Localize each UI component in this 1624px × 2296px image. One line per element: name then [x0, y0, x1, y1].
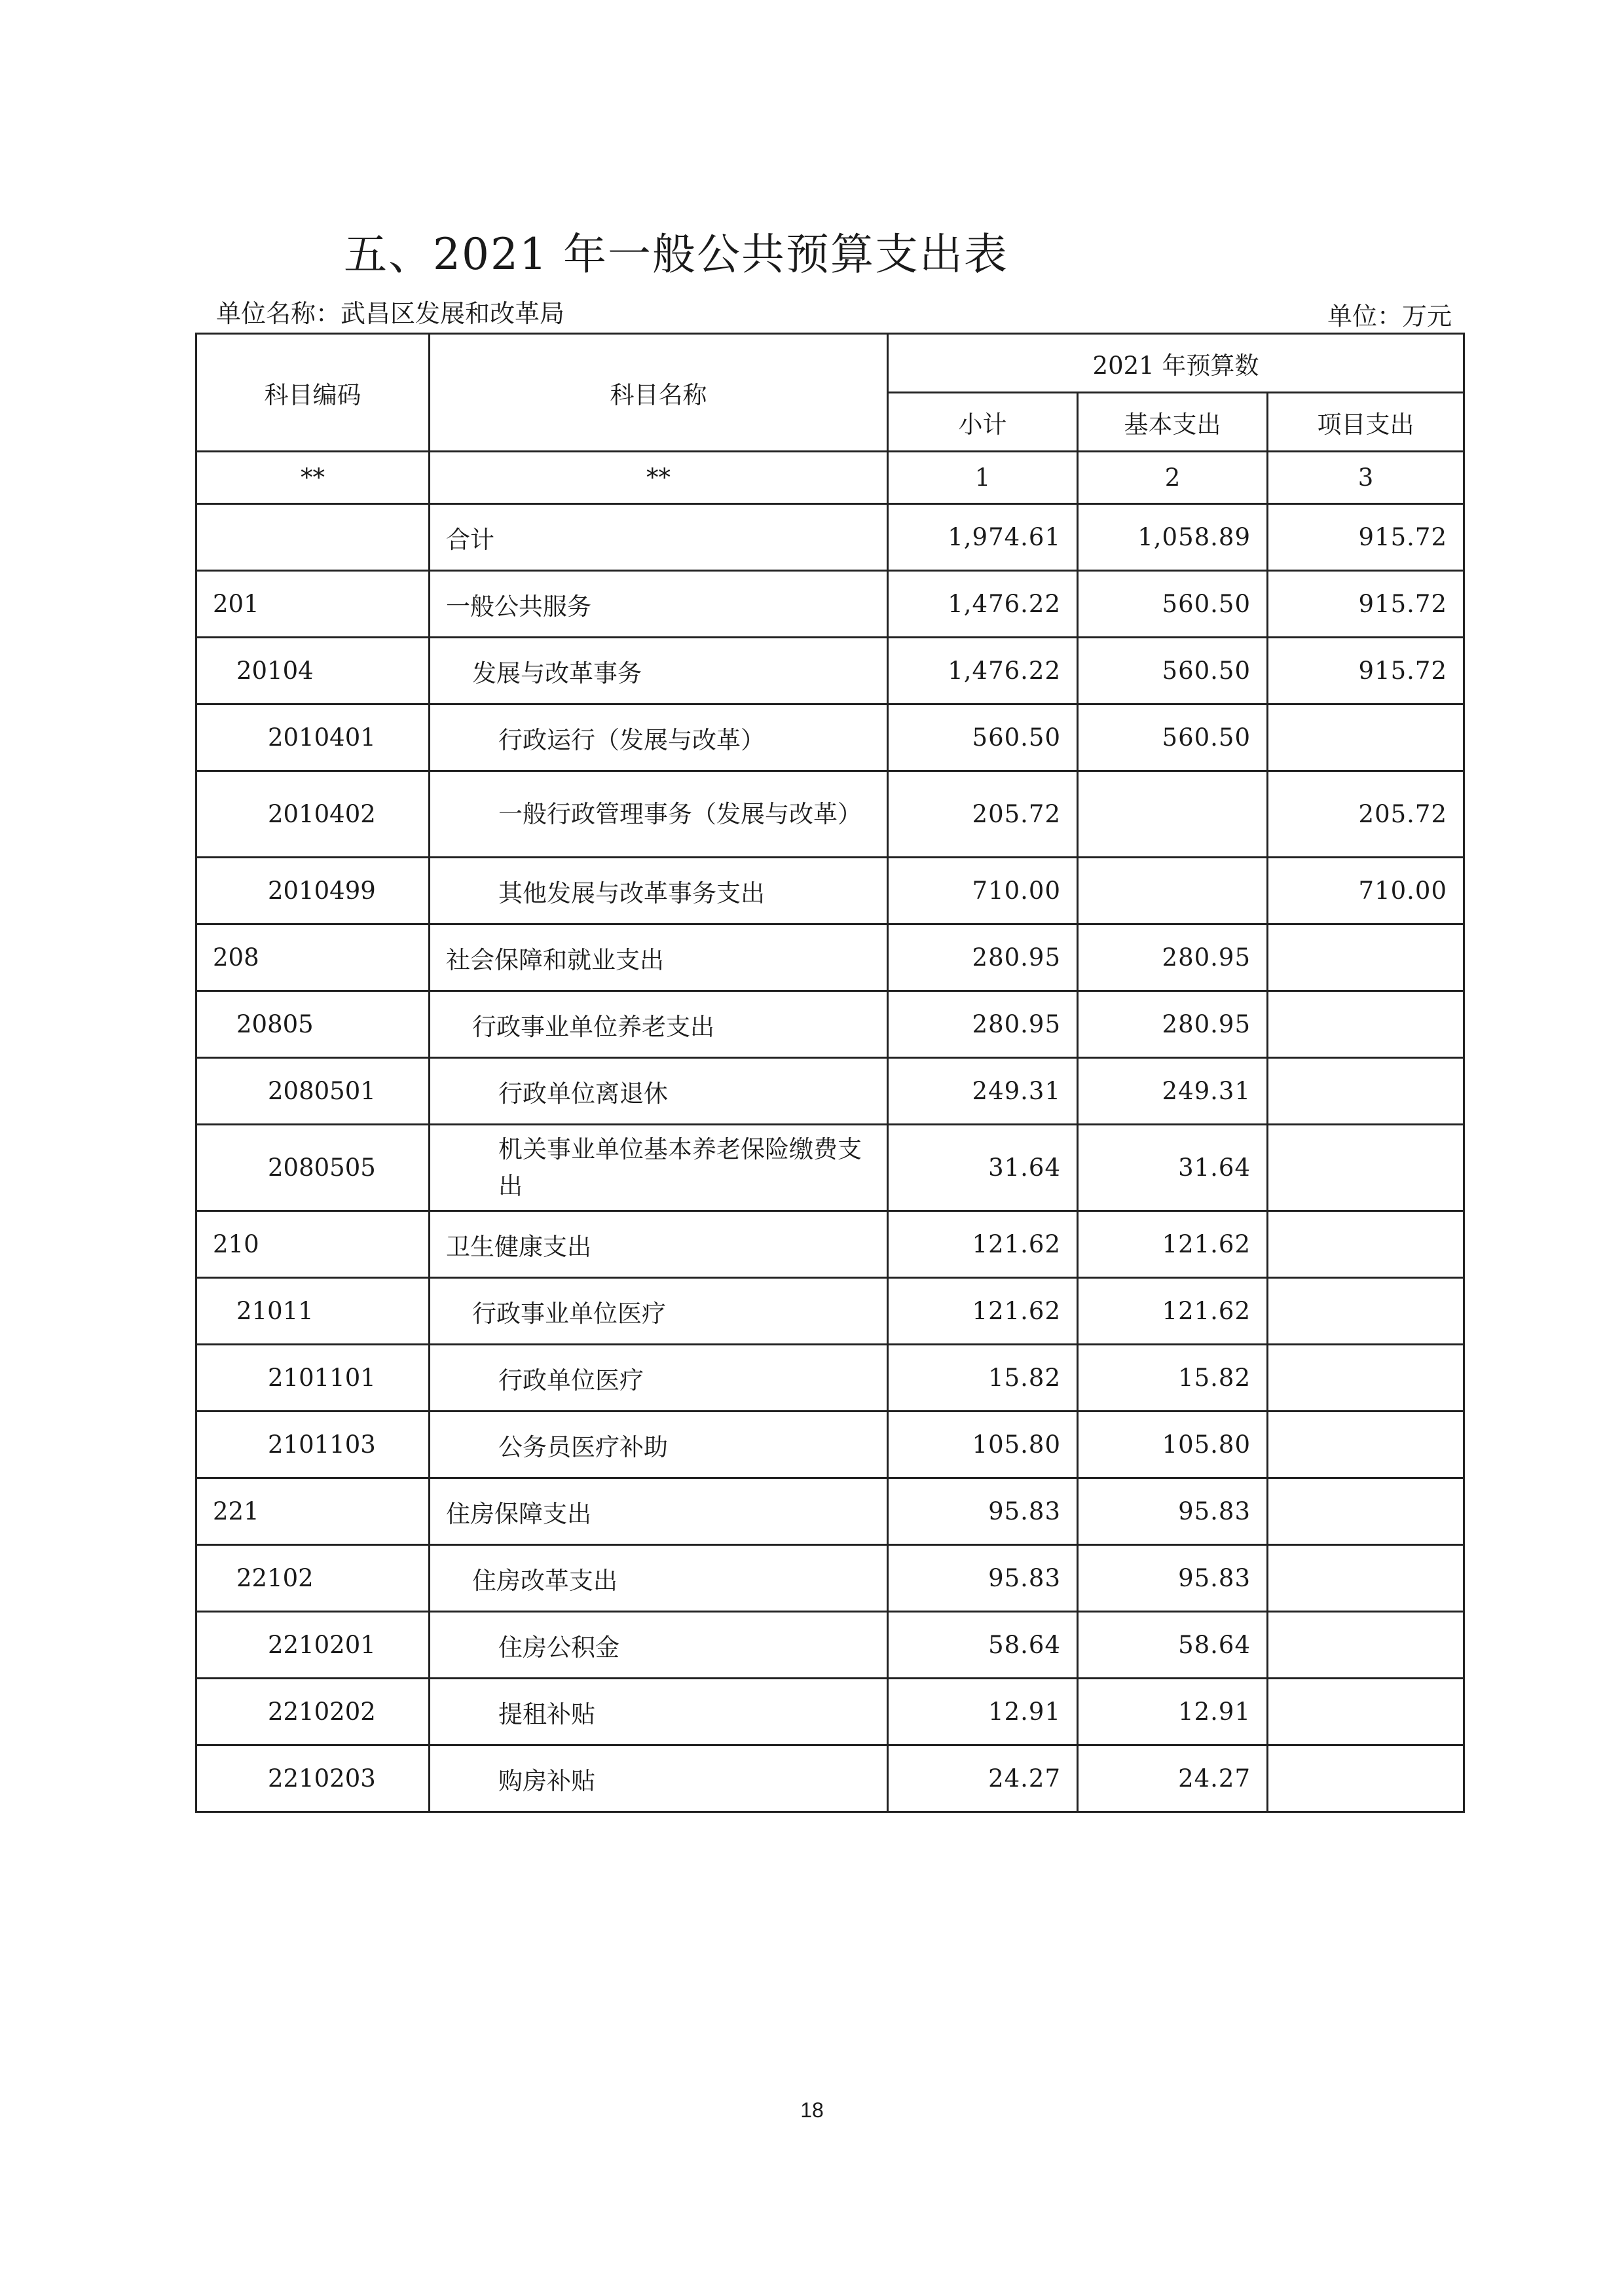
basic-expenditure-cell: 560.50	[1078, 571, 1268, 638]
subject-name-cell: 合计	[430, 504, 888, 571]
table-row	[196, 1278, 1464, 1345]
page-number: 18	[800, 2098, 824, 2122]
header-name: 科目名称	[430, 334, 888, 452]
header-row	[196, 334, 1464, 393]
table-row	[196, 1478, 1464, 1545]
subtotal-cell: 95.83	[888, 1478, 1078, 1545]
subtotal-cell: 1,974.61	[888, 504, 1078, 571]
table-row	[196, 571, 1464, 638]
subject-code-cell: 221	[196, 1478, 430, 1545]
subtotal-cell: 15.82	[888, 1345, 1078, 1412]
subject-code-cell: 21011	[196, 1278, 430, 1345]
subject-name-cell: 行政事业单位医疗	[430, 1278, 888, 1345]
basic-expenditure-cell: 95.83	[1078, 1478, 1268, 1545]
header-budget: 2021 年预算数	[888, 334, 1464, 393]
subject-code-cell: 2210203	[196, 1745, 430, 1812]
subject-name-cell: 行政运行（发展与改革）	[430, 704, 888, 771]
table-row	[196, 771, 1464, 858]
subject-code-cell: 2210202	[196, 1679, 430, 1745]
basic-expenditure-cell: 58.64	[1078, 1612, 1268, 1679]
subject-name-cell: 住房公积金	[430, 1612, 888, 1679]
subtotal-cell: 121.62	[888, 1278, 1078, 1345]
project-expenditure-cell	[1268, 1412, 1464, 1478]
project-expenditure-cell	[1268, 924, 1464, 991]
subtotal-cell: 205.72	[888, 771, 1078, 858]
subject-code-cell: 2080505	[196, 1125, 430, 1211]
basic-expenditure-cell: 249.31	[1078, 1058, 1268, 1125]
project-expenditure-cell	[1268, 1278, 1464, 1345]
table-row	[196, 1745, 1464, 1812]
subject-name-cell: 机关事业单位基本养老保险缴费支出	[430, 1125, 888, 1211]
table-row	[196, 1345, 1464, 1412]
project-expenditure-cell	[1268, 1211, 1464, 1278]
project-expenditure-cell	[1268, 1478, 1464, 1545]
subtotal-cell: 121.62	[888, 1211, 1078, 1278]
subject-code-cell: 2010499	[196, 858, 430, 924]
subtotal-cell: 710.00	[888, 858, 1078, 924]
project-expenditure-cell: 915.72	[1268, 504, 1464, 571]
subtotal-cell: 280.95	[888, 924, 1078, 991]
basic-expenditure-cell: 560.50	[1078, 638, 1268, 704]
subtotal-cell: 31.64	[888, 1125, 1078, 1211]
table-row	[196, 1125, 1464, 1211]
subject-code-cell: 20104	[196, 638, 430, 704]
subtotal-cell: 12.91	[888, 1679, 1078, 1745]
subject-code-cell: 2101103	[196, 1412, 430, 1478]
basic-expenditure-cell: 15.82	[1078, 1345, 1268, 1412]
basic-expenditure-cell: 24.27	[1078, 1745, 1268, 1812]
basic-expenditure-cell: 1,058.89	[1078, 504, 1268, 571]
subject-code-cell: 22102	[196, 1545, 430, 1612]
table-row	[196, 638, 1464, 704]
subject-name-cell: 住房保障支出	[430, 1478, 888, 1545]
index-cell: **	[196, 452, 430, 504]
header-code: 科目编码	[196, 334, 430, 452]
basic-expenditure-cell: 12.91	[1078, 1679, 1268, 1745]
subject-name-cell: 卫生健康支出	[430, 1211, 888, 1278]
project-expenditure-cell	[1268, 1612, 1464, 1679]
basic-expenditure-cell: 95.83	[1078, 1545, 1268, 1612]
project-expenditure-cell	[1268, 1125, 1464, 1211]
project-expenditure-cell	[1268, 704, 1464, 771]
subtotal-cell: 249.31	[888, 1058, 1078, 1125]
project-expenditure-cell: 915.72	[1268, 638, 1464, 704]
index-row	[196, 452, 1464, 504]
project-expenditure-cell: 915.72	[1268, 571, 1464, 638]
project-expenditure-cell	[1268, 1745, 1464, 1812]
basic-expenditure-cell: 121.62	[1078, 1278, 1268, 1345]
table-row	[196, 858, 1464, 924]
index-cell: **	[430, 452, 888, 504]
subject-name-cell: 行政事业单位养老支出	[430, 991, 888, 1058]
basic-expenditure-cell: 121.62	[1078, 1211, 1268, 1278]
project-expenditure-cell: 205.72	[1268, 771, 1464, 858]
table-row	[196, 1412, 1464, 1478]
index-cell: 3	[1268, 452, 1464, 504]
table-row	[196, 924, 1464, 991]
subject-code-cell: 208	[196, 924, 430, 991]
table-row	[196, 991, 1464, 1058]
subject-code-cell	[196, 504, 430, 571]
basic-expenditure-cell: 560.50	[1078, 704, 1268, 771]
subject-code-cell: 201	[196, 571, 430, 638]
subject-name-cell: 购房补贴	[430, 1745, 888, 1812]
unit-name-label: 单位名称：武昌区发展和改革局	[216, 299, 565, 328]
header-project: 项目支出	[1268, 393, 1464, 452]
project-expenditure-cell: 710.00	[1268, 858, 1464, 924]
subject-name-cell: 公务员医疗补助	[430, 1412, 888, 1478]
subject-name-cell: 其他发展与改革事务支出	[430, 858, 888, 924]
subject-name-cell: 住房改革支出	[430, 1545, 888, 1612]
table-row	[196, 1679, 1464, 1745]
basic-expenditure-cell: 280.95	[1078, 991, 1268, 1058]
page-title: 五、2021 年一般公共预算支出表	[344, 229, 1008, 280]
subject-name-cell: 一般公共服务	[430, 571, 888, 638]
index-cell: 2	[1078, 452, 1268, 504]
header-subtotal: 小计	[888, 393, 1078, 452]
subject-code-cell: 2210201	[196, 1612, 430, 1679]
basic-expenditure-cell: 31.64	[1078, 1125, 1268, 1211]
project-expenditure-cell	[1268, 1679, 1464, 1745]
currency-unit-label: 单位：万元	[1327, 302, 1452, 331]
subtotal-cell: 58.64	[888, 1612, 1078, 1679]
basic-expenditure-cell	[1078, 858, 1268, 924]
basic-expenditure-cell	[1078, 771, 1268, 858]
subtotal-cell: 95.83	[888, 1545, 1078, 1612]
header-basic: 基本支出	[1078, 393, 1268, 452]
subject-name-cell: 一般行政管理事务（发展与改革）	[430, 771, 888, 858]
subject-code-cell: 2010401	[196, 704, 430, 771]
basic-expenditure-cell: 280.95	[1078, 924, 1268, 991]
subject-name-cell: 提租补贴	[430, 1679, 888, 1745]
table-row	[196, 1058, 1464, 1125]
subject-name-cell: 社会保障和就业支出	[430, 924, 888, 991]
index-cell: 1	[888, 452, 1078, 504]
subject-code-cell: 2101101	[196, 1345, 430, 1412]
table-row	[196, 1211, 1464, 1278]
project-expenditure-cell	[1268, 1345, 1464, 1412]
budget-expenditure-table	[195, 333, 1465, 1813]
project-expenditure-cell	[1268, 1058, 1464, 1125]
project-expenditure-cell	[1268, 1545, 1464, 1612]
project-expenditure-cell	[1268, 991, 1464, 1058]
subtotal-cell: 560.50	[888, 704, 1078, 771]
subject-code-cell: 20805	[196, 991, 430, 1058]
subtotal-cell: 24.27	[888, 1745, 1078, 1812]
table-row	[196, 1545, 1464, 1612]
subtotal-cell: 1,476.22	[888, 571, 1078, 638]
subject-name-cell: 行政单位离退休	[430, 1058, 888, 1125]
subject-name-cell: 行政单位医疗	[430, 1345, 888, 1412]
table-row	[196, 1612, 1464, 1679]
subtotal-cell: 280.95	[888, 991, 1078, 1058]
table-row	[196, 704, 1464, 771]
subject-code-cell: 2080501	[196, 1058, 430, 1125]
subject-code-cell: 210	[196, 1211, 430, 1278]
subtotal-cell: 1,476.22	[888, 638, 1078, 704]
subject-code-cell: 2010402	[196, 771, 430, 858]
subtotal-cell: 105.80	[888, 1412, 1078, 1478]
subject-name-cell: 发展与改革事务	[430, 638, 888, 704]
basic-expenditure-cell: 105.80	[1078, 1412, 1268, 1478]
table-row	[196, 504, 1464, 571]
